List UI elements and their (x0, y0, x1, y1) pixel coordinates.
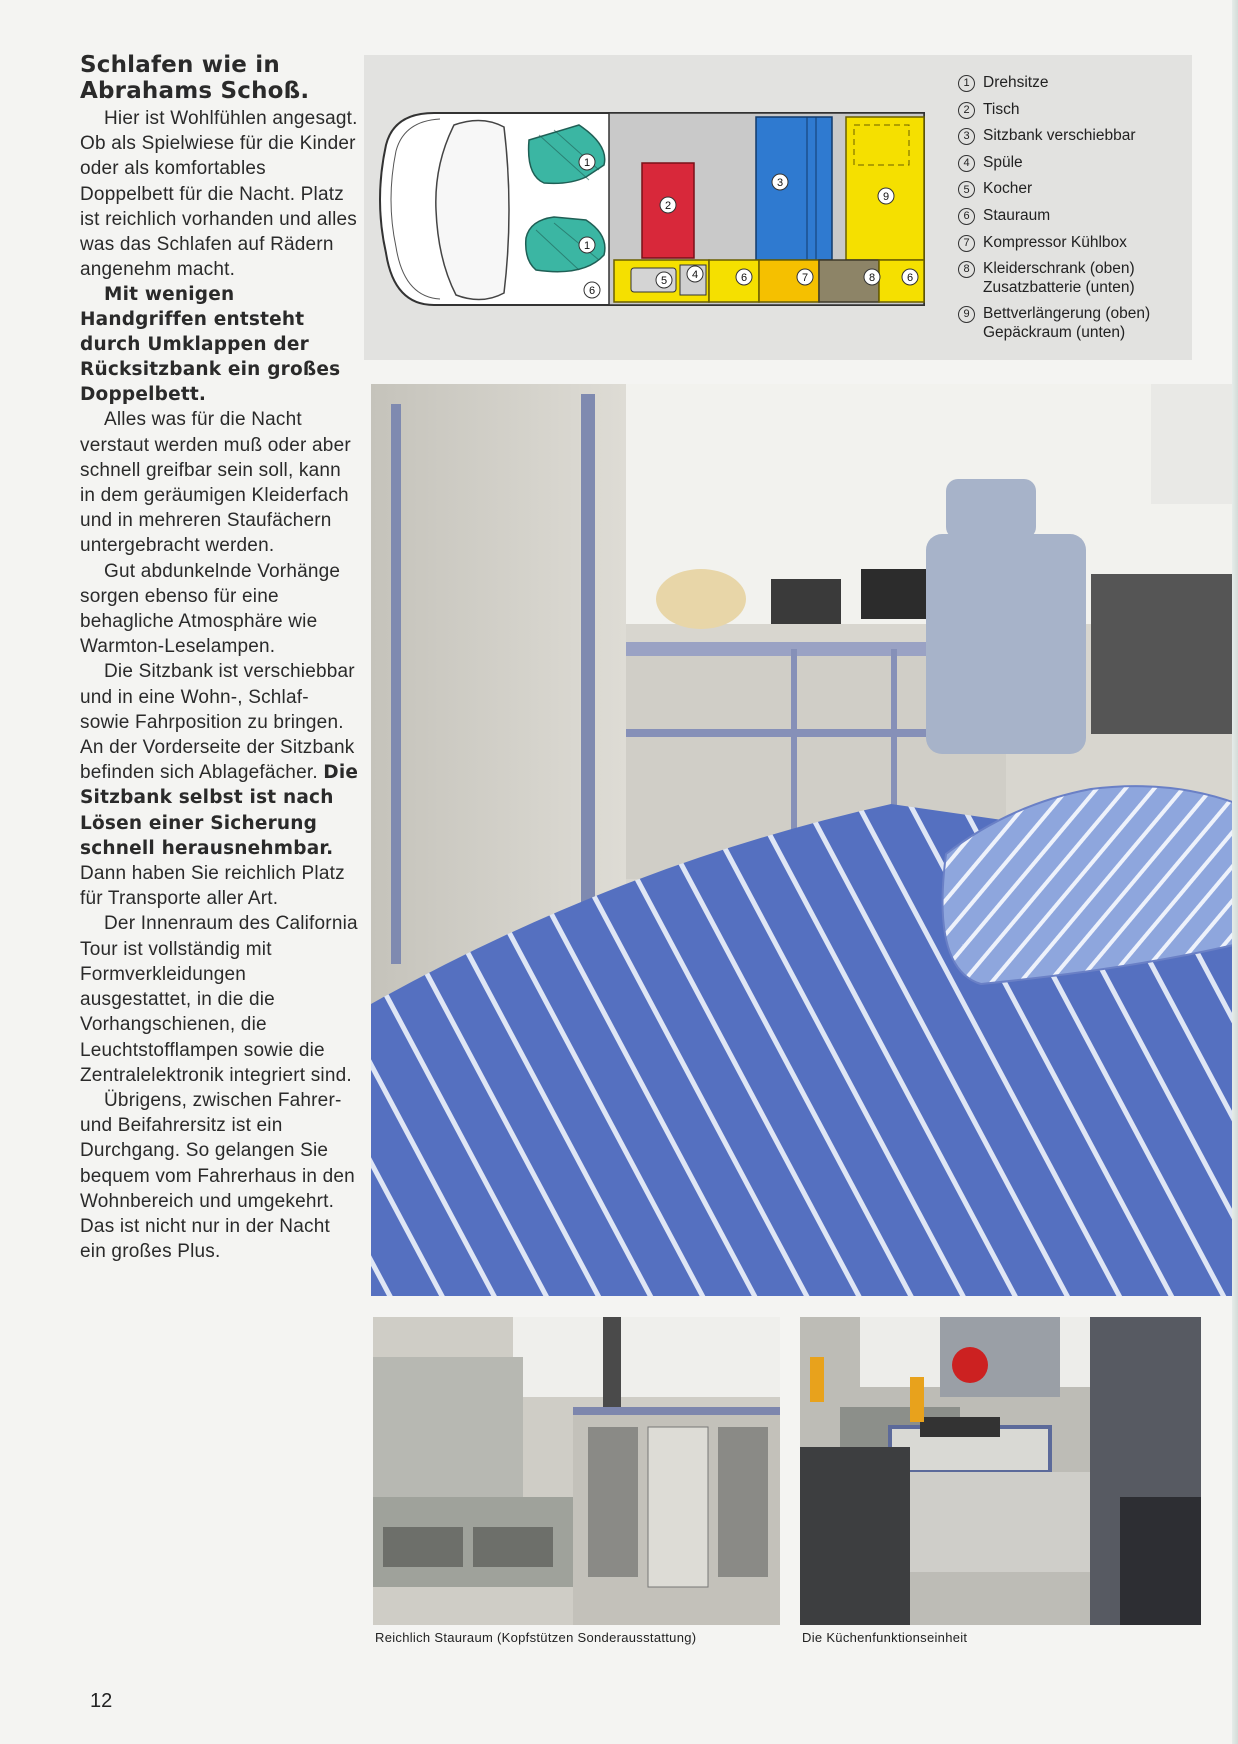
bench-block (756, 117, 832, 260)
legend-item (958, 256, 1188, 301)
legend-number: 5 (958, 181, 975, 198)
legend-label: Kompressor Kühlbox (983, 233, 1127, 251)
legend-item (958, 150, 1188, 177)
legend-number: 8 (958, 261, 975, 278)
marker-5: 5 (660, 275, 668, 287)
floorplan-legend (958, 70, 1188, 346)
legend-label: Tisch (983, 100, 1020, 118)
legend-label-line2: Zusatzbatterie (unten) (983, 279, 1135, 297)
legend-label-line1: Bettverlängerung (oben) (983, 305, 1151, 323)
paragraph-5: Der Innenraum des California Tour ist vollständig mit Formverkleidungen ausgestattet, in die die Vorhangschienen, die Leuchtstofflampen sowie die Zentralelektronik integriert sind. (80, 913, 358, 1086)
paragraph-4-start: Die Sitzbank ist verschiebbar und in eine Wohn-, Schlaf- sowie Fahrposition zu bringen. An der Vorderseite der Sitzbank befinden sich Ablagefächer. (80, 661, 355, 784)
legend-number: 4 (958, 155, 975, 172)
storage-photo (373, 1317, 780, 1625)
legend-label: Sitzbank verschiebbar (983, 127, 1136, 145)
legend-label: Drehsitze (983, 74, 1049, 91)
marker-6b: 6 (740, 272, 748, 284)
heading-line-2: Abrahams Schoß. (80, 78, 310, 104)
paragraph-4-end: Dann haben Sie reichlich Platz für Transporte aller Art. (80, 863, 345, 910)
kitchen-photo (800, 1317, 1201, 1625)
legend-item (958, 123, 1188, 150)
legend-item (958, 97, 1188, 124)
legend-item (958, 301, 1188, 346)
legend-item (958, 230, 1188, 257)
windshield (436, 120, 509, 299)
paragraph-3: Gut abdunkelnde Vorhänge sorgen ebenso für eine behagliche Atmosphäre wie Warmton-Leselampen. (80, 560, 341, 658)
caption-storage: Reichlich Stauraum (Kopfstützen Sonderausstattung) (375, 1630, 697, 1645)
marker-3: 3 (776, 177, 784, 189)
legend-label (983, 259, 1135, 297)
marker-1a: 1 (583, 157, 591, 169)
legend-label (983, 304, 1150, 342)
page-edge (1232, 0, 1238, 1744)
legend-number: 3 (958, 128, 975, 145)
marker-4: 4 (691, 269, 699, 281)
marker-6c: 6 (906, 272, 914, 284)
legend-number: 6 (958, 208, 975, 225)
legend-label: Spüle (983, 153, 1023, 171)
paragraph-6: Übrigens, zwischen Fahrer- und Beifahrersitz ist ein Durchgang. So gelangen Sie bequem vom Fahrerhaus in den Wohnbereich und umgekehrt. Das ist nicht nur in der Nacht ein großes Plus. (80, 1089, 355, 1263)
legend-item (958, 70, 1188, 97)
marker-1b: 1 (583, 240, 591, 252)
legend-number: 1 (958, 75, 975, 92)
page-number: 12 (90, 1690, 113, 1712)
marker-7: 7 (801, 272, 809, 284)
marker-8: 8 (868, 272, 876, 284)
caption-kitchen: Die Küchenfunktionseinheit (802, 1630, 968, 1645)
legend-number: 9 (958, 306, 975, 323)
paragraph-1: Hier ist Wohlfühlen angesagt. Ob als Spielwiese für die Kinder oder als komfortables Doppelbett für die Nacht. Platz ist reichlich vorhanden und alles was das Schlafen auf Rädern angenehm macht. (80, 108, 358, 281)
heading-line-1: Schlafen wie in (80, 52, 280, 78)
legend-label-line1: Kleiderschrank (oben) (983, 260, 1135, 278)
marker-2: 2 (664, 200, 672, 212)
legend-item (958, 203, 1188, 230)
legend-number: 2 (958, 102, 975, 119)
paragraph-4 (80, 659, 360, 911)
bold-paragraph: Mit wenigen Handgriffen entsteht durch Umklappen der Rücksitzbank ein großes Doppelbett. (80, 284, 341, 406)
legend-number: 7 (958, 235, 975, 252)
article-heading (80, 52, 360, 104)
legend-label: Kocher (983, 180, 1033, 198)
bed-interior-photo (371, 384, 1238, 1296)
paragraph-4-bold: Die Sitzbank selbst ist nach Lösen einer Sicherung schnell herausnehmbar. (80, 762, 359, 859)
marker-9: 9 (882, 191, 890, 203)
marker-6a: 6 (588, 285, 596, 297)
legend-label-line2: Gepäckraum (unten) (983, 324, 1126, 342)
paragraph-2: Alles was für die Nacht verstaut werden muß oder aber schnell greifbar sein soll, kann in dem geräumigen Kleiderfach und in mehreren Staufächern untergebracht werden. (80, 409, 351, 557)
article-text (80, 52, 360, 1264)
legend-item (958, 176, 1188, 203)
legend-label: Stauraum (983, 206, 1051, 224)
